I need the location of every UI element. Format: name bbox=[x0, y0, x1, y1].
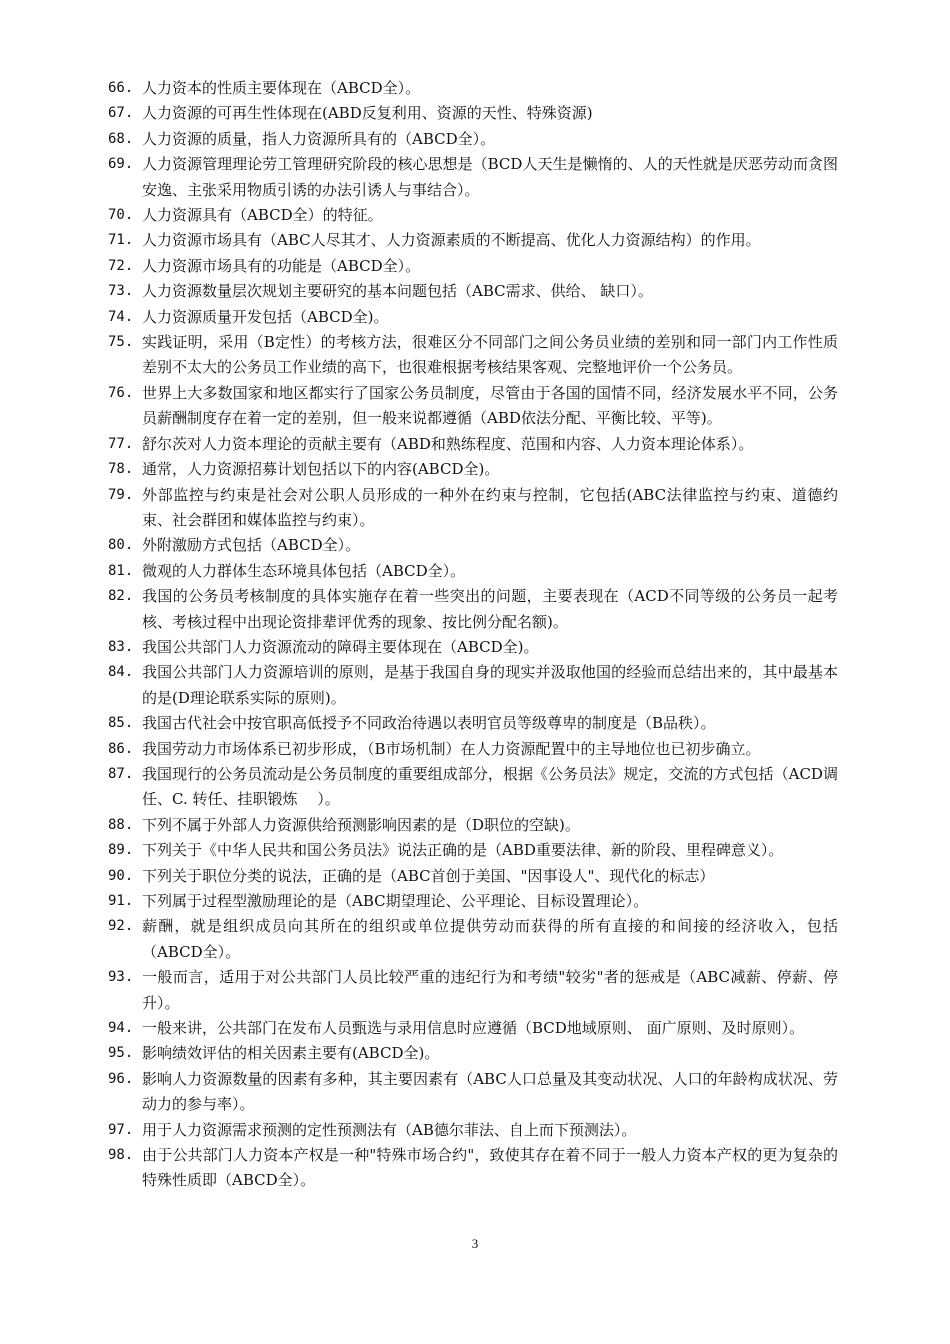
question-number: 94. bbox=[108, 1020, 134, 1037]
question-text: 我国的公务员考核制度的具体实施存在着一些突出的问题，主要表现在（ACD不同等级的公务员一起考核、考核过程中出现论资排辈评优秀的现象、按比例分配名额)。 bbox=[142, 587, 838, 631]
question-item bbox=[108, 76, 838, 101]
question-number: 77. bbox=[108, 435, 134, 452]
question-item bbox=[108, 279, 838, 304]
question-text: 人力资源市场具有（ABC人尽其才、人力资源素质的不断提高、优化人力资源结构）的作用。 bbox=[142, 231, 761, 250]
question-text: 我国公共部门人力资源培训的原则，是基于我国自身的现实并汲取他国的经验而总结出来的，其中最基本的是(D理论联系实际的原则)。 bbox=[142, 663, 838, 707]
question-item bbox=[108, 101, 838, 126]
question-item bbox=[108, 228, 838, 253]
question-item bbox=[108, 838, 838, 863]
question-item bbox=[108, 813, 838, 838]
question-text: 微观的人力群体生态环境具体包括（ABCD全）。 bbox=[142, 561, 466, 580]
question-text: 下列属于过程型激励理论的是（ABC期望理论、公平理论、目标设置理论）。 bbox=[142, 892, 649, 910]
question-item bbox=[108, 1118, 838, 1143]
question-number: 66. bbox=[108, 80, 134, 96]
question-text: 一般而言，适用于对公共部门人员比较严重的违纪行为和考绩"较劣"者的惩戒是（ABC减薪、停薪、停升）。 bbox=[142, 968, 838, 1012]
question-number: 69. bbox=[108, 156, 134, 173]
question-text: 我国现行的公务员流动是公务员制度的重要组成部分，根据《公务员法》规定，交流的方式包括（ACD调任、C. 转任、挂职锻炼 ）。 bbox=[142, 764, 838, 809]
question-text: 人力资源的可再生性体现在(ABD反复利用、资源的天性、特殊资源) bbox=[142, 104, 593, 123]
question-number: 74. bbox=[108, 308, 134, 325]
question-text: 用于人力资源需求预测的定性预测法有（AB德尔菲法、自上而下预测法）。 bbox=[142, 1120, 637, 1139]
question-item bbox=[108, 660, 838, 711]
question-number: 91. bbox=[108, 893, 134, 909]
question-number: 82. bbox=[108, 588, 134, 605]
question-text: 影响人力资源数量的因素有多种，其主要因素有（ABC人口总量及其变动状况、人口的年龄构成状况、劳动力的参与率）。 bbox=[142, 1069, 838, 1114]
question-text: 人力资源具有（ABCD全）的特征。 bbox=[142, 206, 383, 225]
question-number: 85. bbox=[108, 715, 134, 732]
question-item bbox=[108, 381, 838, 432]
question-item bbox=[108, 914, 838, 965]
question-text: 外附激励方式包括（ABCD全）。 bbox=[142, 536, 361, 555]
question-item bbox=[108, 864, 838, 889]
question-number: 68. bbox=[108, 130, 134, 147]
question-number: 83. bbox=[108, 638, 134, 655]
question-text: 人力资源质量开发包括（ABCD全)。 bbox=[142, 307, 389, 326]
question-number: 71. bbox=[108, 232, 134, 249]
question-list bbox=[108, 76, 838, 1194]
question-item bbox=[108, 1067, 838, 1118]
question-item bbox=[108, 1016, 838, 1041]
question-number: 72. bbox=[108, 257, 134, 274]
question-item bbox=[108, 483, 838, 534]
question-number: 80. bbox=[108, 537, 134, 554]
question-number: 90. bbox=[108, 867, 134, 884]
question-text: 通常，人力资源招募计划包括以下的内容(ABCD全)。 bbox=[142, 460, 500, 479]
question-text: 一般来讲，公共部门在发布人员甄选与录用信息时应遵循（BCD地域原则、 面广原则、及时原则）。 bbox=[142, 1019, 805, 1038]
question-item bbox=[108, 127, 838, 152]
question-number: 70. bbox=[108, 207, 134, 224]
question-number: 92. bbox=[108, 918, 134, 935]
question-text: 由于公共部门人力资本产权是一种"特殊市场合约"，致使其存在着不同于一般人力资本产权的更为复杂的特殊性质即（ABCD全）。 bbox=[142, 1146, 838, 1190]
question-number: 76. bbox=[108, 384, 134, 401]
question-item bbox=[108, 330, 838, 381]
question-number: 75. bbox=[108, 334, 134, 351]
question-item bbox=[108, 305, 838, 330]
question-text: 我国古代社会中按官职高低授予不同政治待遇以表明官员等级尊卑的制度是（B品秩）。 bbox=[142, 714, 716, 733]
question-text: 外部监控与约束是社会对公职人员形成的一种外在约束与控制，它包括(ABC法律监控与约束、道德约束、社会群团和媒体监控与约束）。 bbox=[142, 485, 838, 529]
question-text: 我国劳动力市场体系已初步形成，（B市场机制）在人力资源配置中的主导地位也已初步确立。 bbox=[142, 739, 761, 758]
question-number: 67. bbox=[108, 105, 134, 122]
question-number: 88. bbox=[108, 816, 134, 833]
question-item bbox=[108, 559, 838, 584]
question-text: 舒尔茨对人力资本理论的贡献主要有（ABD和熟练程度、范围和内容、人力资本理论体系）。 bbox=[142, 434, 754, 453]
question-text: 人力资源市场具有的功能是（ABCD全）。 bbox=[142, 256, 421, 275]
question-item bbox=[108, 203, 838, 228]
question-item bbox=[108, 737, 838, 762]
question-number: 87. bbox=[108, 765, 134, 782]
question-item bbox=[108, 1143, 838, 1194]
question-text: 薪酬，就是组织成员向其所在的组织或单位提供劳动而获得的所有直接的和间接的经济收入，包括（ABCD全）。 bbox=[142, 917, 838, 961]
question-number: 79. bbox=[108, 486, 134, 503]
question-item bbox=[108, 965, 838, 1016]
question-item bbox=[108, 432, 838, 457]
question-number: 98. bbox=[108, 1147, 134, 1164]
question-number: 96. bbox=[108, 1070, 134, 1087]
question-item bbox=[108, 1041, 838, 1066]
question-text: 人力资本的性质主要体现在（ABCD全）。 bbox=[142, 79, 421, 97]
question-number: 97. bbox=[108, 1121, 134, 1138]
question-text: 实践证明，采用（B定性）的考核方法，很难区分不同部门之间公务员业绩的差别和同一部门内工作性质差别不太大的公务员工作业绩的高下，也很难根据考核结果客观、完整地评价一个公务员。 bbox=[142, 333, 838, 377]
question-item bbox=[108, 254, 838, 279]
question-text: 我国公共部门人力资源流动的障碍主要体现在（ABCD全)。 bbox=[142, 637, 539, 656]
question-number: 78. bbox=[108, 461, 134, 478]
question-number: 93. bbox=[108, 969, 134, 986]
question-text: 下列关于《中华人民共和国公务员法》说法正确的是（ABD重要法律、新的阶段、里程碑意义）。 bbox=[142, 841, 784, 860]
question-text: 人力资源数量层次规划主要研究的基本问题包括（ABC需求、供给、 缺口）。 bbox=[142, 282, 653, 301]
question-text: 世界上大多数国家和地区都实行了国家公务员制度，尽管由于各国的国情不同，经济发展水平不同，公务员薪酬制度存在着一定的差别，但一般来说都遵循（ABD依法分配、平衡比较、平等)。 bbox=[142, 383, 838, 428]
question-text: 下列关于职位分类的说法，正确的是（ABC首创于美国、"因事设人"、现代化的标志） bbox=[142, 866, 715, 885]
question-item bbox=[108, 889, 838, 914]
question-number: 81. bbox=[108, 562, 134, 579]
question-text: 人力资源管理理论劳工管理研究阶段的核心思想是（BCD人天生是懒惰的、人的天性就是厌恶劳动而贪图安逸、主张采用物质引诱的办法引诱人与事结合）。 bbox=[142, 155, 838, 199]
question-item bbox=[108, 457, 838, 482]
question-text: 人力资源的质量，指人力资源所具有的（ABCD全）。 bbox=[142, 129, 496, 148]
question-item bbox=[108, 762, 838, 813]
question-number: 84. bbox=[108, 664, 134, 681]
question-item bbox=[108, 533, 838, 558]
question-text: 影响绩效评估的相关因素主要有(ABCD全)。 bbox=[142, 1044, 440, 1063]
question-item bbox=[108, 635, 838, 660]
question-item bbox=[108, 711, 838, 736]
page-number: 3 bbox=[471, 1236, 479, 1251]
question-number: 73. bbox=[108, 283, 134, 300]
question-text: 下列不属于外部人力资源供给预测影响因素的是（D职位的空缺)。 bbox=[142, 815, 580, 834]
question-item bbox=[108, 584, 838, 635]
question-item bbox=[108, 152, 838, 203]
question-number: 95. bbox=[108, 1045, 134, 1062]
question-number: 89. bbox=[108, 842, 134, 859]
question-number: 86. bbox=[108, 740, 134, 757]
